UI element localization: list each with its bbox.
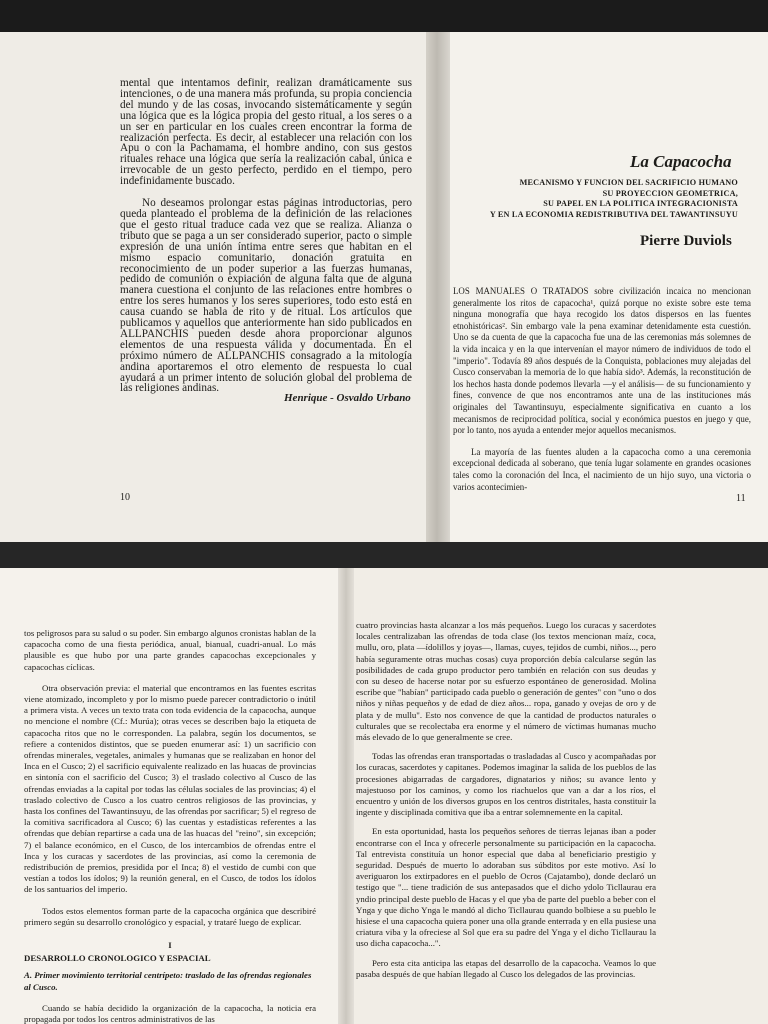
subtitle-line: Y EN LA ECONOMIA REDISTRIBUTIVA DEL TAWANTINSUYU xyxy=(489,209,738,219)
page-12-paragraph: Otra observación previa: el material que encontramos en las fuentes escritas viene atomizado, incompleto y por lo mismo puede parecer contradictorio o inútil a primera vista. A veces un texto trata con toda evidencia de la capacocha, aunque no mencione el nombre (Cf.: Murúa); otras veces se describen bajo la etiqueta de capacocha ritos que no le corresponden. La palabra, según los documentos, se refiere a contenidos distintos, que se pueden enumerar así: 1) un sacrificio con ofrendas minerales, vegetales, animales y humanas que se realizaban en honor del Inca en el Cusco; 2) el sacrificio equivalente realizado en las huacas de provincias en sintonía con el sacrificio del Cusco; 3) el traslado colectivo al Cusco de las ofrendas enviadas a la capital por todas las células sociales de las provincias; 4) el traslado colectivo de Cusco a los cuatro centros religiosos de las provincias, y hasta los confines del Tawantinsuyu, de las ofrendas por sacrificar; 5) el regreso de la comitiva sacrificadora al Cusco; 6) las cuentas y estadísticas referentes a las ofrendas que debían repartirse a cada una de las huacas del "reino", sin excepción; 7) el balance económico, en el Cusco, de los intercambios de ofrendas entre el Inca y los curacas y sacerdotes de las provincias, así como la ceremonia de redistribución de premios, presidida por el Inca; 8) el vestido de cumbi con que vestían a todos los ídolos; 9) la reunión general, en el Cusco, de todos los ídolos de los santuarios del imperio. xyxy=(24,682,316,895)
page-13 xyxy=(346,568,768,1024)
page-12-paragraph: Cuando se había decidido la organización de la capacocha, la noticia era propagada por todos los centros administrativos de las xyxy=(24,1002,316,1024)
page-12-text xyxy=(24,628,316,1024)
page-10-paragraph: No deseamos prolongar estas páginas introductorias, pero queda planteado el problema de la definición de las relaciones que el gesto ritual traduce cada vez que se realiza. Alianza o tributo que se paga a un ser considerado superior, pacto o simple expresión de una unión íntima entre seres que habitan en el mismo espacio comunitario, donación gratuita en reconocimiento de un poder superior a las fuerzas humanas, pedido de comunión o expiación de alguna falta que de alguna manera cuestiona el conjunto de las relaciones entre hombres o entre los seres humanos y los seres superiores, todo esto está en causa cuando se habla de rito y de ritual. Los artículos que publicamos y aquellos que anteriormente han sido publicados en ALLPANCHIS pueden desde ahora proporcionar algunos elementos de una respuesta válida y documentada. En el próximo número de ALLPANCHIS consagrado a la mitología andina aportaremos el otro elemento de respuesta lo cual ayudará a un primer intento de solución global del problema de las religiones andinas. xyxy=(120,197,412,395)
page-12-paragraph: Todos estos elementos forman parte de la capacocha orgánica que describiré primero según su desarrollo cronológico y espacial, y trataré luego de explicar. xyxy=(24,905,316,927)
section-number: I xyxy=(168,940,172,951)
page-13-text xyxy=(356,620,656,980)
signature: Henrique - Osvaldo Urbano xyxy=(284,392,411,404)
page-13-paragraph: En esta oportunidad, hasta los pequeños señores de tierras lejanas iban a poder encontrarse con el Inca y ofrecerle personalmente su participación en la capacocha. Tal entrevista constituía un honor especial que daba al beneficiario prestigio y seguridad. Después de muerto lo adoraban sus súbditos por este motivo. Así lo averiguaron los extirpadores en el pueblo de Ocros (Cajatambo), donde declaró un testigo que "... tiene tradición de sus antepasados que el dicho ydolo Ticllaurau era yndio principal deste pueblo de Hacas y el que yba de parte del pueblo a beber con el Ynga y que dicho Ynga le mandó al dicho Ticllaurau quando bolbiese a su pueblo le hisiese el una capacocha quiera poner una olla grande enterrada y en ella pusiese una criatura viba y la ofreciese al Sol que era su padre del Ynga y el dicho Ticllaurau la uso dicha capacocha...". xyxy=(356,826,656,949)
page-10-text xyxy=(120,78,412,394)
subtitle-line: SU PAPEL EN LA POLITICA INTEGRACIONISTA xyxy=(543,199,738,208)
subtitle-line: SU PROYECCION GEOMETRICA, xyxy=(602,188,738,198)
page-10-paragraph: mental que intentamos definir, realizan dramáticamente sus intenciones, o de una manera más profunda, su propia conciencia del mundo y de las cosas, invocando sistemáticamente y según una lógica que es la lógica propia del gesto ritual, a los seres o a un ser en particular en los cuales creen encontrar la forma de realización perfecta. Es decir, al establecer una relación con los Apu o con la Pachamama, el hombre andino, con sus gestos rituales rehace una lógica que sería la realización cabal, única e irrevocable de un gesto perfecto, perdido en el tiempo, pero indefinidamente buscado. xyxy=(120,77,412,188)
page-11-paragraph: LOS MANUALES O TRATADOS sobre civilización incaica no mencionan generalmente los ritos de capacocha¹, quizá porque no existe sobre este tema ninguna monografía que haya recogido los datos dispersos en las fuentes etnohistóricas². Sin embargo vale la pena examinar detenidamente esta cuestión. Uno se da cuenta de que la capacocha fue una de las ceremonias más solemnes de la vida incaica y en la que intervenían el mayor número de individuos de todo el "imperio". Todavía 89 años después de la Conquista, poblaciones muy alejadas del Cusco conservaban la memoria de lo que había sido³. Además, la reconstitución de los hechos hasta donde podemos llevarla —y el análisis— de su funcionamiento y fines, convence de que nos encontramos ante una de las instituciones más originales del Tawantinsuyu, especialmente significativa en cuanto a los mecanismos de reciprocidad política, social y económica puestos en juego y que, por lo tanto, nos ayuda a entender mejor aquellos mecanismos. xyxy=(453,286,751,436)
article-subtitle xyxy=(448,178,738,220)
page-13-paragraph: Pero esta cita anticipa las etapas del desarrollo de la capacocha. Veamos lo que pasaba después de que habían llegado al Cusco los delegados de las provincias. xyxy=(356,957,656,979)
page-11-text xyxy=(453,286,751,493)
subtitle-line: MECANISMO Y FUNCION DEL SACRIFICIO HUMANO xyxy=(519,178,738,187)
page-11 xyxy=(440,32,768,542)
page-10 xyxy=(0,32,440,542)
subsection-title: A. Primer movimiento territorial centrípeto: traslado de las ofrendas regionales al Cusco. xyxy=(24,970,312,992)
page-11-paragraph: La mayoría de las fuentes aluden a la capacocha como a una ceremonia excepcional dedicada al soberano, que tenía lugar solamente en grandes ocasiones tales como la coronación del Inca, el nacimiento de un hijo suyo, una victoria o varios acontecimien- xyxy=(453,446,751,492)
page-number: 11 xyxy=(736,493,746,504)
book-gutter xyxy=(338,568,354,1024)
page-12-paragraph: tos peligrosos para su salud o su poder. Sin embargo algunos cronistas hablan de la capacocha como de una fiesta periódica, anual, bianual, cuadri-anual. Lo más plausible es que hubo por una parte grandes capacochas excepcionales y capacochas cíclicas. xyxy=(24,628,316,672)
page-13-paragraph: cuatro provincias hasta alcanzar a los más pequeños. Luego los curacas y sacerdotes locales centralizaban las ofrendas de toda clase (los textos mencionan maíz, coca, mullu, oro, plata —ídolillos y joyas—, llamas, cuyes, tejidos de cumbi, niños..., pero había seguramente otras muchas cosas) cuya proporción debía calcularse según las posibilidades de cada grupo productor pero también en relación con sus deudas y con su deseo de hacerse notar por su esfuerzo espontáneo de generosidad. Molina escribe que "habían" participado cada pueblo o generación de gentes" con "uno o dos niños y niñas pequeños y de edad de diez años... ropa, ganado y ovejas de oro y de plata y de mullu". Esto nos convence de que la cantidad de productos naturales o culturales que se recolectaba era enorme y el número de víctimas humanas mucho más elevado de lo que generalmente se cree. xyxy=(356,620,656,743)
page-13-paragraph: Todas las ofrendas eran transportadas o trasladadas al Cusco y acompañadas por los curacas, sacerdotes y capitanes. Podemos imaginar la salida de los pueblos de las procesiones abigarradas de cargadores, dignatarios y niños; su avance lento y majestuoso por los caminos, y como los riachuelos que van a dar a los ríos, el encuentro y unión de los diversos grupos en los centros distritales, hasta constituir la ingente y disciplinada comitiva que iba a entrar solemnemente en la capital. xyxy=(356,751,656,818)
article-title: La Capacocha xyxy=(630,152,732,171)
page-12 xyxy=(0,568,346,1024)
section-title: DESARROLLO CRONOLOGICO Y ESPACIAL xyxy=(24,953,211,964)
article-author: Pierre Duviols xyxy=(640,233,732,249)
page-number: 10 xyxy=(120,492,130,503)
book-gutter xyxy=(426,32,450,542)
scan-gap xyxy=(0,542,768,568)
